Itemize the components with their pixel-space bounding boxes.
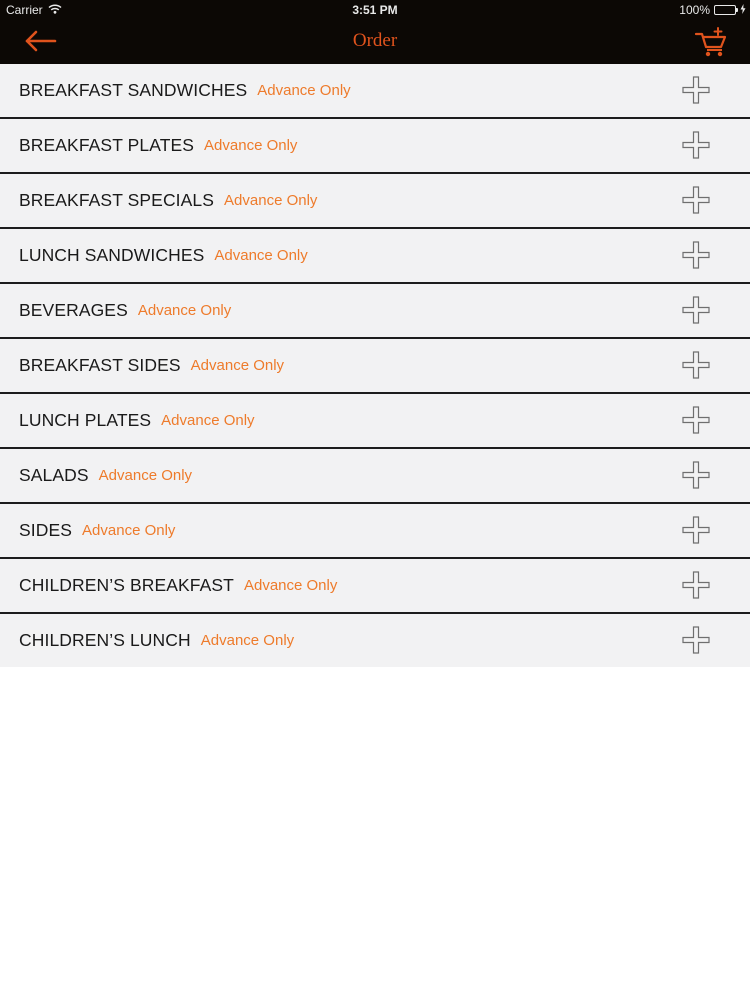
category-name: BREAKFAST SIDES <box>19 355 181 375</box>
category-row[interactable] <box>0 64 750 119</box>
expand-plus-icon[interactable] <box>682 76 710 104</box>
category-name: CHILDREN’S LUNCH <box>19 630 191 650</box>
category-row[interactable] <box>0 229 750 284</box>
expand-plus-icon[interactable] <box>682 296 710 324</box>
battery-icon <box>714 5 736 15</box>
advance-only-tag: Advance Only <box>257 82 351 99</box>
navigation-bar <box>0 20 750 64</box>
shopping-cart-icon <box>694 26 730 58</box>
category-name: LUNCH SANDWICHES <box>19 245 205 265</box>
advance-only-tag: Advance Only <box>224 192 318 209</box>
expand-plus-icon[interactable] <box>682 406 710 434</box>
status-right <box>679 3 746 17</box>
advance-only-tag: Advance Only <box>98 467 193 484</box>
advance-only-tag: Advance Only <box>137 302 232 319</box>
expand-plus-icon[interactable] <box>682 131 710 159</box>
cart-button[interactable] <box>694 26 730 58</box>
category-row[interactable] <box>0 559 750 614</box>
expand-plus-icon[interactable] <box>682 626 710 654</box>
advance-only-tag: Advance Only <box>214 247 308 264</box>
category-row[interactable] <box>0 614 750 667</box>
category-row[interactable] <box>0 394 750 449</box>
category-name: BREAKFAST SPECIALS <box>19 190 215 210</box>
category-row[interactable] <box>0 174 750 229</box>
charging-icon <box>740 3 746 17</box>
expand-plus-icon[interactable] <box>682 186 710 214</box>
category-name: BREAKFAST SANDWICHES <box>19 80 248 100</box>
category-name: SIDES <box>19 520 73 540</box>
expand-plus-icon[interactable] <box>682 351 710 379</box>
category-row[interactable] <box>0 504 750 559</box>
category-row[interactable] <box>0 339 750 394</box>
advance-only-tag: Advance Only <box>204 137 298 154</box>
category-name: CHILDREN’S BREAKFAST <box>19 575 234 595</box>
category-name: LUNCH PLATES <box>19 410 152 430</box>
expand-plus-icon[interactable] <box>682 516 710 544</box>
category-row[interactable] <box>0 449 750 504</box>
advance-only-tag: Advance Only <box>190 357 285 374</box>
expand-plus-icon[interactable] <box>682 571 710 599</box>
category-row[interactable] <box>0 284 750 339</box>
category-name: SALADS <box>19 465 89 485</box>
category-name: BREAKFAST PLATES <box>19 135 195 155</box>
category-list <box>0 64 750 667</box>
advance-only-tag: Advance Only <box>200 632 295 649</box>
advance-only-tag: Advance Only <box>161 412 255 429</box>
carrier-label: Carrier <box>6 3 43 17</box>
category-name: BEVERAGES <box>19 300 128 320</box>
page-title: Order <box>352 30 398 51</box>
expand-plus-icon[interactable] <box>682 241 710 269</box>
status-bar <box>0 0 750 20</box>
expand-plus-icon[interactable] <box>682 461 710 489</box>
status-time: 3:51 PM <box>352 3 398 17</box>
category-row[interactable] <box>0 119 750 174</box>
advance-only-tag: Advance Only <box>82 522 176 539</box>
advance-only-tag: Advance Only <box>243 577 338 594</box>
battery-percent: 100% <box>679 3 710 17</box>
